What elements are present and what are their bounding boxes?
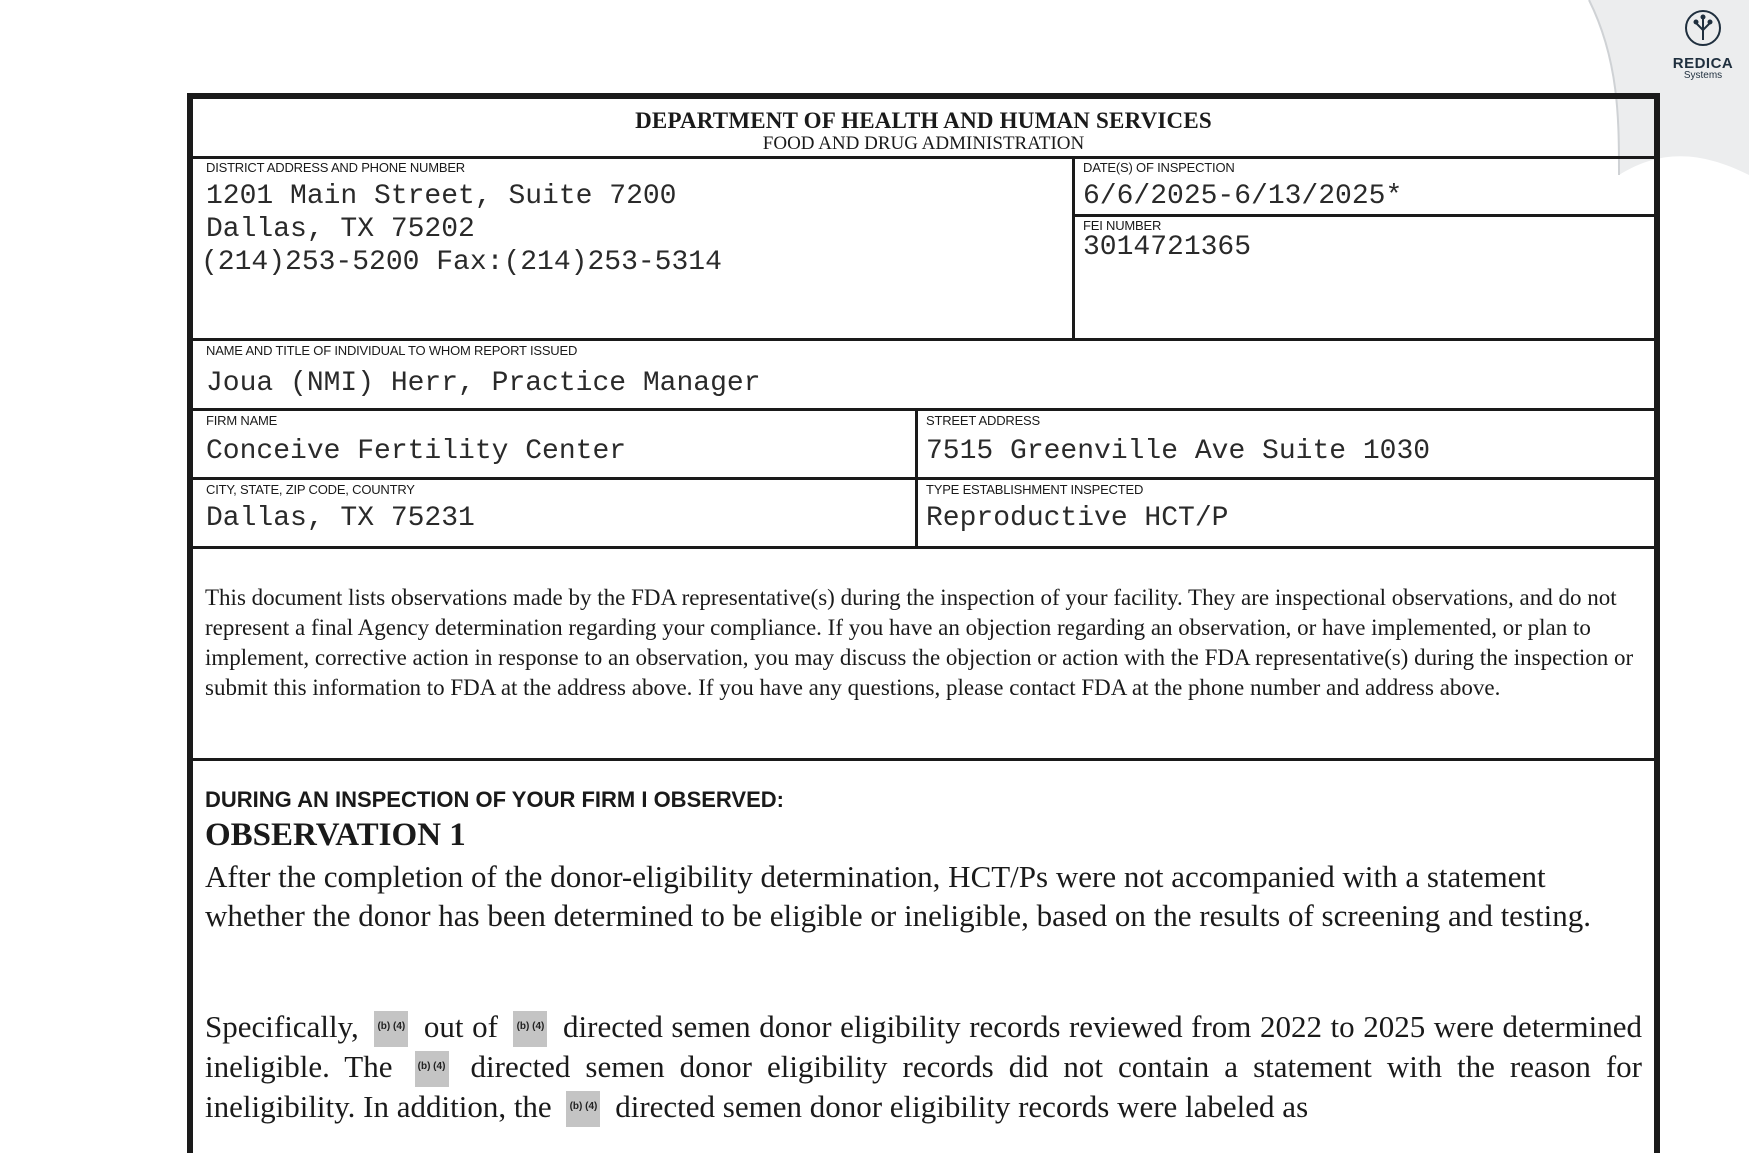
street-address: 7515 Greenville Ave Suite 1030 [926,436,1431,467]
district-line2: Dallas, TX 75202 [206,214,475,245]
observation-text: After the completion of the donor-eligibility determination, HCT/Ps were not accompanied with a statement whether the donor has been determined to be eligible or ineligible, based on the results of screening and testing. [205,859,1591,933]
spec-part2: out of [415,1009,507,1044]
logo-sub: Systems [1683,70,1723,81]
spec-part3: directed semen donor eligibility records reviewed from 2022 to 2025 were determined ineligible. The [205,1009,1642,1084]
divider [193,758,1654,761]
divider [193,546,1654,549]
fei-number: 3014721365 [1083,232,1252,263]
street-label: STREET ADDRESS [926,413,1040,428]
redaction-label: (b) (4) [417,1061,446,1072]
redaction-label: (b) (4) [377,1021,406,1032]
agency-title: FOOD AND DRUG ADMINISTRATION [762,133,1085,154]
redaction-label: (b) (4) [516,1021,545,1032]
district-line3: (214)253-5200 Fax:(214)253-5314 [201,247,722,278]
redaction-box [374,1011,408,1047]
disclaimer-text: This document lists observations made by the FDA representative(s) during the inspection of your facility. They are inspectional observations, and do not represent a final Agency determination regarding your compliance. If you have an objection regarding an observation, or have implemented, or plan to implement, corrective action in response to an observation, you may discuss the objection or action with the FDA representative(s) during the inspection or submit this information to FDA at the address above. If you have any questions, please contact FDA at the phone number and address above. [205,585,1634,700]
divider [1072,214,1654,217]
dept-title: DEPARTMENT OF HEALTH AND HUMAN SERVICES [635,108,1212,133]
divider [193,338,1654,341]
redica-logo [1663,8,1743,81]
redaction-box [566,1091,600,1127]
fda-483-form [187,93,1660,1153]
city-label: CITY, STATE, ZIP CODE, COUNTRY [206,482,415,497]
spec-part1: Specifically, [205,1009,368,1044]
spec-part5: directed semen donor eligibility records were labeled as [607,1089,1309,1124]
divider [193,477,1654,480]
firm-label: FIRM NAME [206,413,278,428]
individual-label: NAME AND TITLE OF INDIVIDUAL TO WHOM REPORT ISSUED [206,343,578,358]
type-label: TYPE ESTABLISHMENT INSPECTED [926,482,1144,497]
type-value: Reproductive HCT/P [926,503,1229,534]
redaction-box [513,1011,547,1047]
observation-title: OBSERVATION 1 [205,817,466,853]
logo-name: REDICA [1672,55,1734,72]
observation-specifics [205,1007,1642,1127]
district-line1: 1201 Main Street, Suite 7200 [206,181,677,212]
divider [1072,156,1075,338]
city-value: Dallas, TX 75231 [206,503,475,534]
spec-part4: directed semen donor eligibility records did not contain a statement with the reason for ineligibility. In addition, the [205,1049,1642,1124]
divider [193,408,1654,411]
redaction-label: (b) (4) [569,1101,598,1112]
district-label: DISTRICT ADDRESS AND PHONE NUMBER [206,160,465,175]
fei-label: FEI NUMBER [1083,218,1162,233]
firm-name: Conceive Fertility Center [206,436,627,467]
observations-intro: DURING AN INSPECTION OF YOUR FIRM I OBSERVED: [205,787,784,812]
redaction-box [415,1051,449,1087]
tree-icon [1683,8,1723,48]
individual-name: Joua (NMI) Herr, Practice Manager [206,368,761,399]
form-header [193,99,1654,159]
inspection-dates: 6/6/2025-6/13/2025* [1083,181,1403,212]
inspection-label: DATE(S) OF INSPECTION [1083,160,1235,175]
